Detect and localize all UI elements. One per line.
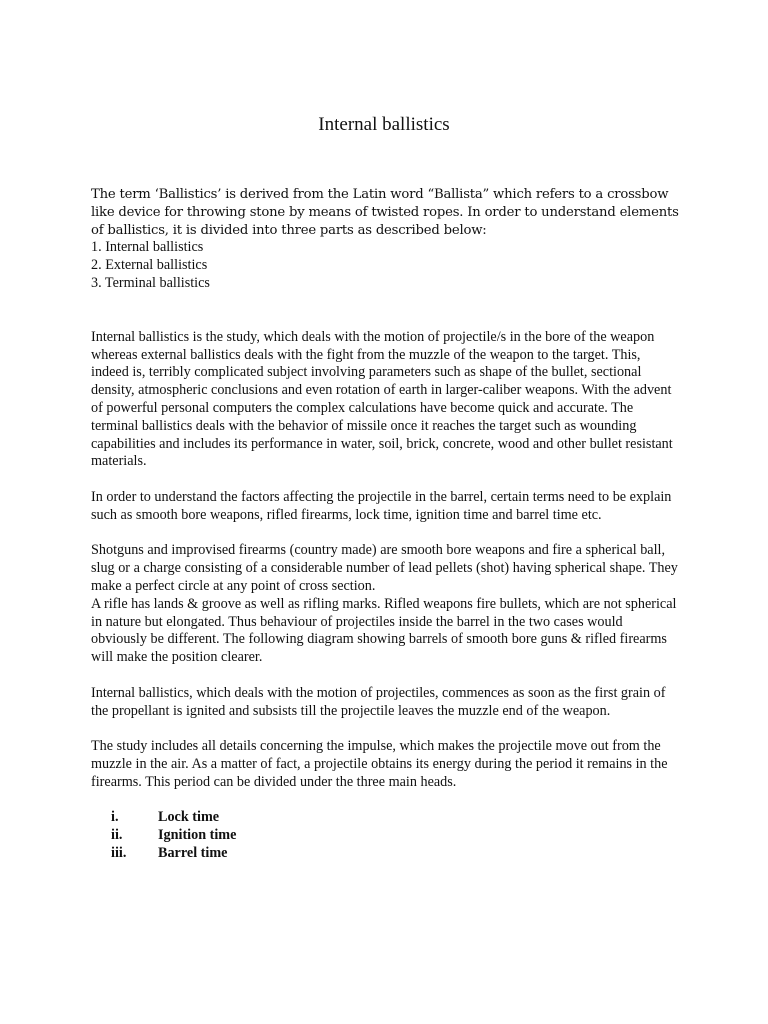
paragraph-internal-ballistics: Internal ballistics is the study, which deals with the motion of projectile/s in the bore of the weapon whereas external ballistics deals with the fight from the muzzle of the weapon to the target. This, indeed is, terribly complicated subject involving parameters such as shape of the bullet, sectional density, atmospheric conclusions and even rotation of earth in larger-caliber weapons. With the advent of powerful personal computers the complex calculations have become quick and accurate. The terminal ballistics deals with the behavior of missile once it reaches the target such as wounding capabilities and includes its performance in water, soil, brick, concrete, wood and other bullet resistant materials. [91,328,673,470]
list-number: iii. [111,844,127,861]
list-number: ii. [111,827,123,844]
list-item [91,809,681,827]
list-item: 3. Terminal ballistics [91,274,210,291]
paragraph-impulse: The study includes all details concerning the impulse, which makes the projectile move out from the muzzle in the air. As a matter of fact, a projectile obtains its energy during the period it remains in the firearms. This period can be divided under the three main heads. [91,738,668,790]
parts-list [91,239,681,292]
list-label: Lock time [158,809,220,826]
list-item [91,845,681,863]
paragraph-smooth-bore: Shotguns and improvised firearms (country made) are smooth bore weapons and fire a spherical ball, slug or a charge consisting of a considerable number of lead pellets (shot) having spherical shape. They make a perfect circle at any point of cross section. [91,542,678,594]
list-item [91,827,681,845]
document-title: Internal ballistics [318,114,450,135]
list-label: Ignition time [158,827,237,844]
list-item: 1. Internal ballistics [91,239,204,256]
list-item: 2. External ballistics [91,257,208,274]
list-number: i. [111,809,119,826]
document-body [91,186,681,863]
paragraph-motion: Internal ballistics, which deals with the motion of projectiles, commences as soon as the first grain of the propellant is ignited and subsists till the projectile leaves the muzzle end of the weapon. [91,684,666,719]
intro-paragraph: The term ‘Ballistics’ is derived from the Latin word “Ballista” which refers to a crossbow like device for throwing stone by means of twisted ropes. In order to understand elements of ballistics, it is divided into three parts as described below: [91,187,679,238]
paragraph-factors: In order to understand the factors affecting the projectile in the barrel, certain terms need to be explain such as smooth bore weapons, rifled firearms, lock time, ignition time and barrel time etc. [91,488,672,523]
paragraph-rifle: A rifle has lands & groove as well as rifling marks. Rifled weapons fire bullets, which are not spherical in nature but elongated. Thus behaviour of projectiles inside the barrel in the two cases would obviously be different. The following diagram showing barrels of smooth bore guns & rifled firearms will make the position clearer. [91,595,677,666]
heads-list [91,809,681,862]
list-label: Barrel time [158,844,228,861]
